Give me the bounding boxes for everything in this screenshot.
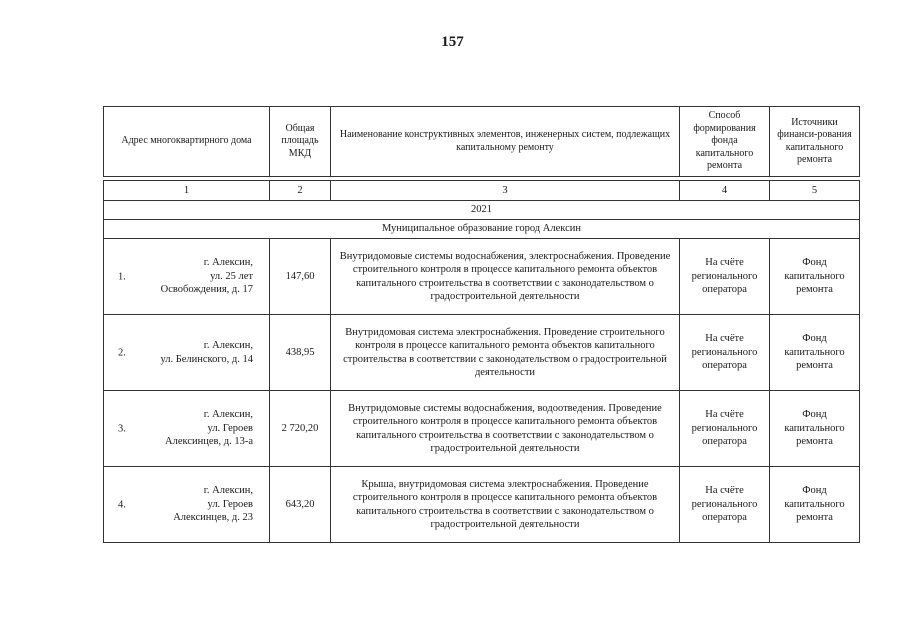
works-cell: Внутридомовая система электроснабжения. Проведение строительного контроля в процессе капитального ремонта объектов капитального строительства в соответствии с законодательством о градостроительной деятельности <box>331 315 680 391</box>
address-line: ул. 25 лет <box>210 270 253 282</box>
source-cell: Фонд капитального ремонта <box>770 239 860 315</box>
row-index: 4. <box>118 498 126 510</box>
address-line: ул. Героев <box>207 498 253 510</box>
address-cell <box>104 467 270 543</box>
address-text <box>108 256 265 297</box>
page-number: 157 <box>441 34 464 50</box>
table-row <box>104 467 860 543</box>
area-cell: 643,20 <box>270 467 331 543</box>
table-row <box>104 391 860 467</box>
year-cell: 2021 <box>104 201 860 220</box>
works-cell: Внутридомовые системы водоснабжения, электроснабжения. Проведение строительного контроля в процессе капитального ремонта объектов капитального строительства в соответствии с законодательством о градостроительной деятельности <box>331 239 680 315</box>
address-line: Алексинцев, д. 23 <box>173 512 253 524</box>
area-cell: 438,95 <box>270 315 331 391</box>
year-row <box>104 201 860 220</box>
area-cell: 2 720,20 <box>270 391 331 467</box>
header-address: Адрес многоквартирного дома <box>104 107 270 177</box>
row-index: 3. <box>118 422 126 434</box>
column-number: 2 <box>270 181 331 201</box>
capital-repair-table <box>103 106 860 543</box>
address-line: г. Алексин, <box>203 485 253 497</box>
address-cell <box>104 239 270 315</box>
row-index: 1. <box>118 270 126 282</box>
works-cell: Крыша, внутридомовая система электроснабжения. Проведение строительного контроля в процессе капитального ремонта объектов капитального строительства в соответствии с законодательством о градостроительной деятельности <box>331 467 680 543</box>
column-number: 4 <box>680 181 770 201</box>
address-cell <box>104 391 270 467</box>
header-source: Источники финанси-рования капитального ремонта <box>770 107 860 177</box>
source-cell: Фонд капитального ремонта <box>770 467 860 543</box>
address-line: ул. Белинского, д. 14 <box>160 353 253 365</box>
address-line: Освобождения, д. 17 <box>160 284 253 296</box>
column-number: 5 <box>770 181 860 201</box>
fund-method-cell: На счёте регионального оператора <box>680 315 770 391</box>
area-cell: 147,60 <box>270 239 331 315</box>
header-fund-method: Способ формирования фонда капитального ремонта <box>680 107 770 177</box>
municipality-row <box>104 220 860 239</box>
address-cell <box>104 315 270 391</box>
fund-method-cell: На счёте регионального оператора <box>680 391 770 467</box>
column-number-row <box>104 181 860 201</box>
municipality-cell: Муниципальное образование город Алексин <box>104 220 860 239</box>
address-line: ул. Героев <box>207 422 253 434</box>
works-cell: Внутридомовые системы водоснабжения, водоотведения. Проведение строительного контроля в процессе капитального ремонта объектов капитального строительства в соответствии с законодательством о градостроительной деятельности <box>331 391 680 467</box>
address-text <box>108 484 265 525</box>
column-number: 3 <box>331 181 680 201</box>
table-row <box>104 239 860 315</box>
address-line: г. Алексин, <box>203 340 253 351</box>
fund-method-cell: На счёте регионального оператора <box>680 239 770 315</box>
address-line: г. Алексин, <box>203 409 253 421</box>
address-text <box>108 408 265 449</box>
table-header-row <box>104 107 860 177</box>
table-row <box>104 315 860 391</box>
source-cell: Фонд капитального ремонта <box>770 391 860 467</box>
header-works: Наименование конструктивных элементов, инженерных систем, подлежащих капитальному ремонту <box>331 107 680 177</box>
source-cell: Фонд капитального ремонта <box>770 315 860 391</box>
column-number: 1 <box>104 181 270 201</box>
header-area: Общая площадь МКД <box>270 107 331 177</box>
address-line: Алексинцев, д. 13-а <box>165 436 253 448</box>
fund-method-cell: На счёте регионального оператора <box>680 467 770 543</box>
table-body <box>104 239 860 543</box>
row-index: 2. <box>118 346 126 358</box>
address-line: г. Алексин, <box>203 257 253 269</box>
address-text <box>108 339 265 366</box>
